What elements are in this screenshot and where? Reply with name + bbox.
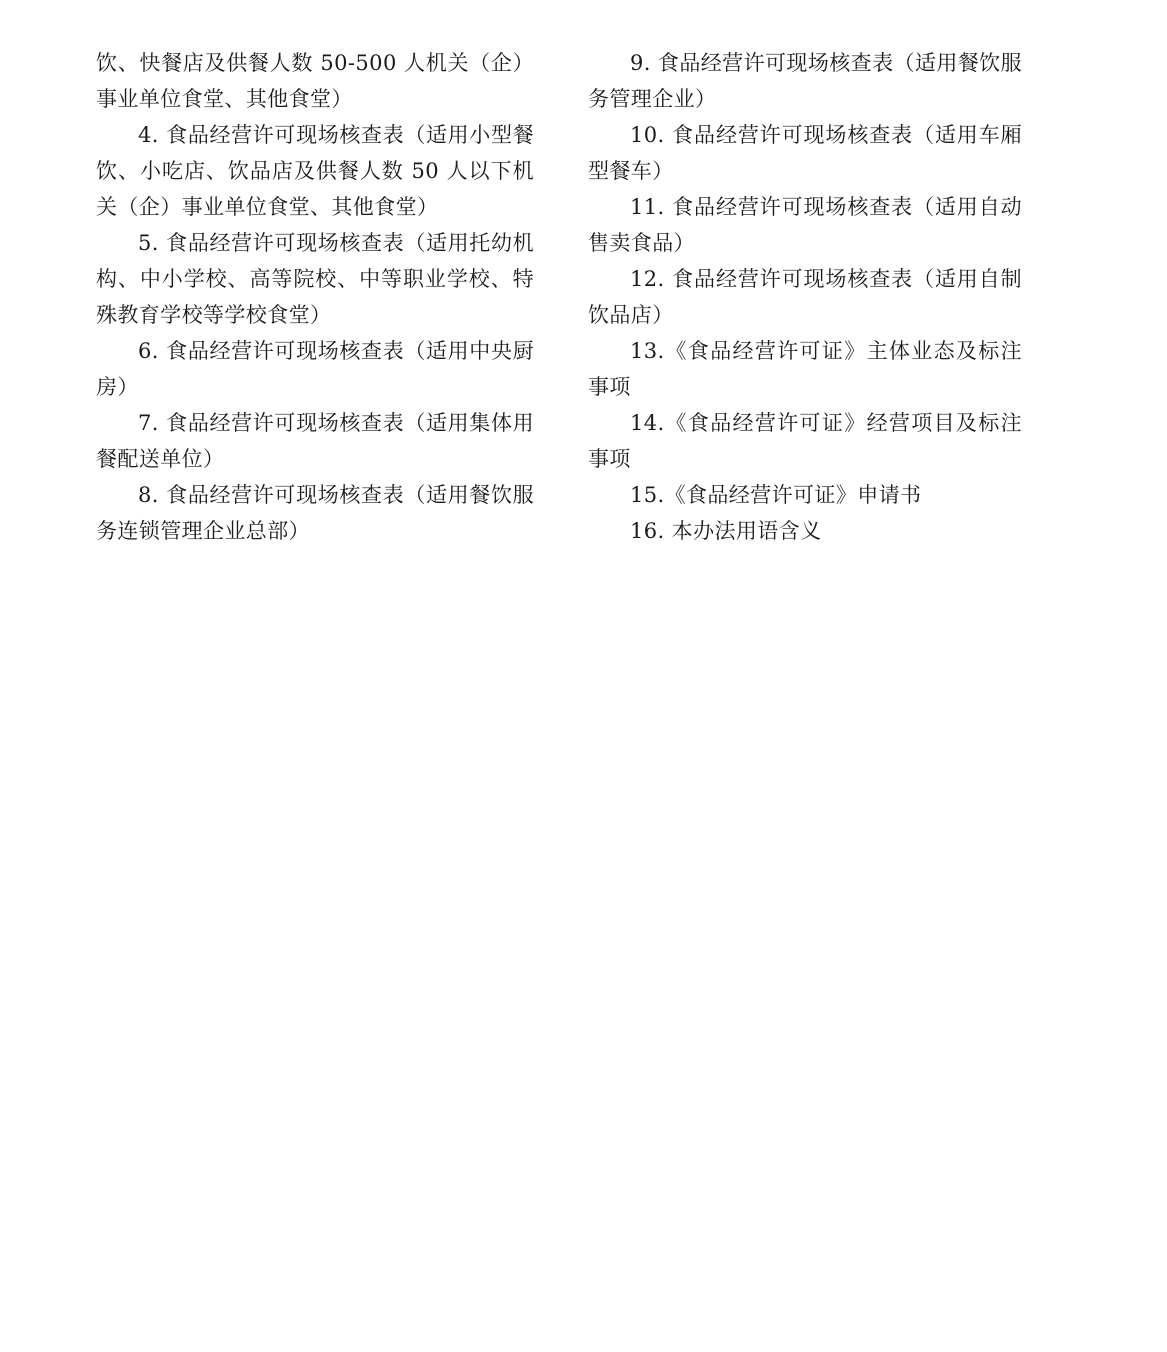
list-item-14: 14.《食品经营许可证》经营项目及标注事项 bbox=[588, 411, 1022, 471]
list-item-8: 8. 食品经营许可现场核查表（适用餐饮服务连锁管理企业总部） bbox=[96, 483, 534, 543]
list-item-9: 9. 食品经营许可现场核查表（适用餐饮服务管理企业） bbox=[588, 51, 1022, 111]
right-column bbox=[588, 45, 1022, 549]
list-item-3-continuation: 饮、快餐店及供餐人数 50-500 人机关（企）事业单位食堂、其他食堂） bbox=[96, 51, 534, 111]
list-item-13: 13.《食品经营许可证》主体业态及标注事项 bbox=[588, 339, 1022, 399]
list-item-7: 7. 食品经营许可现场核查表（适用集体用餐配送单位） bbox=[96, 411, 534, 471]
list-item-5: 5. 食品经营许可现场核查表（适用托幼机构、中小学校、高等院校、中等职业学校、特殊教育学校等学校食堂） bbox=[96, 231, 534, 327]
list-item-12: 12. 食品经营许可现场核查表（适用自制饮品店） bbox=[588, 267, 1022, 327]
left-column bbox=[96, 45, 534, 549]
list-item-16: 16. 本办法用语含义 bbox=[630, 519, 822, 543]
list-item-15: 15.《食品经营许可证》申请书 bbox=[630, 483, 922, 507]
list-item-6: 6. 食品经营许可现场核查表（适用中央厨房） bbox=[96, 339, 534, 399]
list-item-4: 4. 食品经营许可现场核查表（适用小型餐饮、小吃店、饮品店及供餐人数 50 人以下机关（企）事业单位食堂、其他食堂） bbox=[96, 123, 534, 219]
list-item-11: 11. 食品经营许可现场核查表（适用自动售卖食品） bbox=[588, 195, 1022, 255]
list-item-10: 10. 食品经营许可现场核查表（适用车厢型餐车） bbox=[588, 123, 1022, 183]
